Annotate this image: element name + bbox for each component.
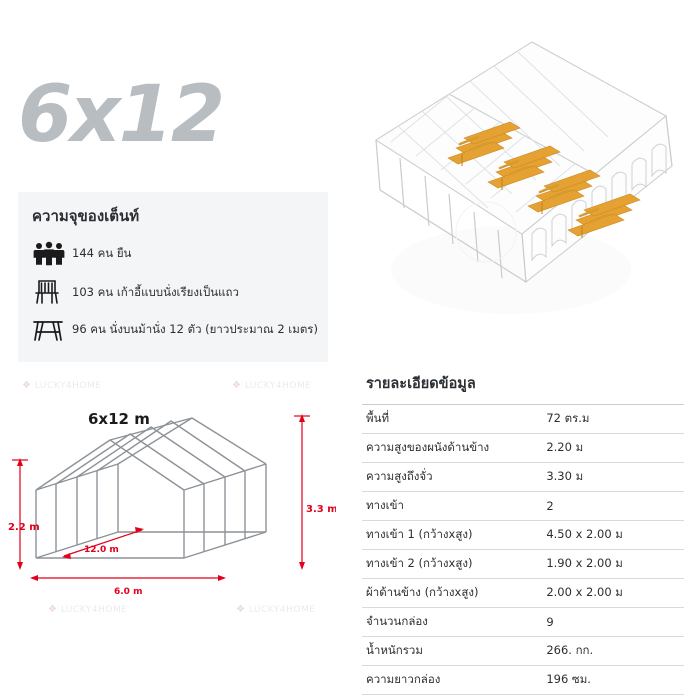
spec-key: ทางเข้า (362, 492, 542, 521)
depth-label: 12.0 m (84, 545, 119, 555)
spec-key: ทางเข้า 2 (กว้างxสูง) (362, 550, 542, 579)
spec-key: ความสูงถึงจั่ว (362, 463, 542, 492)
spec-value: 266. กก. (542, 637, 684, 666)
spec-key: ความยาวกล่อง (362, 666, 542, 695)
spec-value: 4.50 x 2.00 ม (542, 521, 684, 550)
spec-panel (362, 372, 684, 695)
watermark: ❖ LUCKY4HOME (236, 604, 316, 615)
spec-value: 2.20 ม (542, 434, 684, 463)
watermark: ❖ LUCKY4HOME (232, 380, 312, 391)
spec-value: 196 ซม. (542, 666, 684, 695)
spec-value: 9 (542, 608, 684, 637)
right-height-label: 3.3 m (306, 504, 336, 515)
spec-key: ทางเข้า 1 (กว้างxสูง) (362, 521, 542, 550)
capacity-text-chairs: 103 คน เก้าอี้แบบนั่งเรียงเป็นแถว (72, 284, 239, 299)
table-row (362, 579, 684, 608)
spec-key: น้ำหนักรวม (362, 637, 542, 666)
watermark: ❖ LUCKY4HOME (48, 604, 128, 615)
capacity-row-benches (32, 314, 324, 344)
spec-key: ผ้าด้านข้าง (กว้างxสูง) (362, 579, 542, 608)
table-row (362, 637, 684, 666)
spec-value: 2 (542, 492, 684, 521)
spec-heading: รายละเอียดข้อมูล (362, 372, 684, 405)
spec-key: พื้นที่ (362, 405, 542, 434)
table-row (362, 405, 684, 434)
standing-people-icon (32, 238, 72, 268)
capacity-panel (18, 192, 328, 362)
spec-key: ความสูงของผนังด้านข้าง (362, 434, 542, 463)
spec-value: 2.00 x 2.00 ม (542, 579, 684, 608)
capacity-text-benches: 96 คน นั่งบนม้านั่ง 12 ตัว (ยาวประมาณ 2 เมตร) (72, 321, 318, 336)
tent-perspective-illustration (336, 20, 688, 350)
table-row (362, 463, 684, 492)
watermark: ❖ LUCKY4HOME (22, 380, 102, 391)
drawing-label: 6x12 m (88, 410, 150, 428)
spec-value: 3.30 ม (542, 463, 684, 492)
spec-value: 72 ตร.ม (542, 405, 684, 434)
spec-value: 1.90 x 2.00 ม (542, 550, 684, 579)
table-row (362, 608, 684, 637)
chair-icon (32, 277, 72, 307)
picnic-table-icon (32, 314, 72, 344)
table-row (362, 550, 684, 579)
capacity-row-chairs (32, 277, 324, 307)
capacity-text-standing: 144 คน ยืน (72, 245, 132, 260)
capacity-row-standing (32, 238, 324, 268)
left-height-label: 2.2 m (8, 522, 40, 533)
table-row (362, 666, 684, 695)
table-row (362, 521, 684, 550)
spec-table (362, 405, 684, 695)
width-label: 6.0 m (114, 587, 143, 597)
spec-key: จำนวนกล่อง (362, 608, 542, 637)
capacity-heading: ความจุของเต็นท์ (32, 207, 140, 225)
table-row (362, 492, 684, 521)
page-title: 6x12 (18, 70, 224, 160)
table-row (362, 434, 684, 463)
dimension-drawing (6, 372, 336, 632)
